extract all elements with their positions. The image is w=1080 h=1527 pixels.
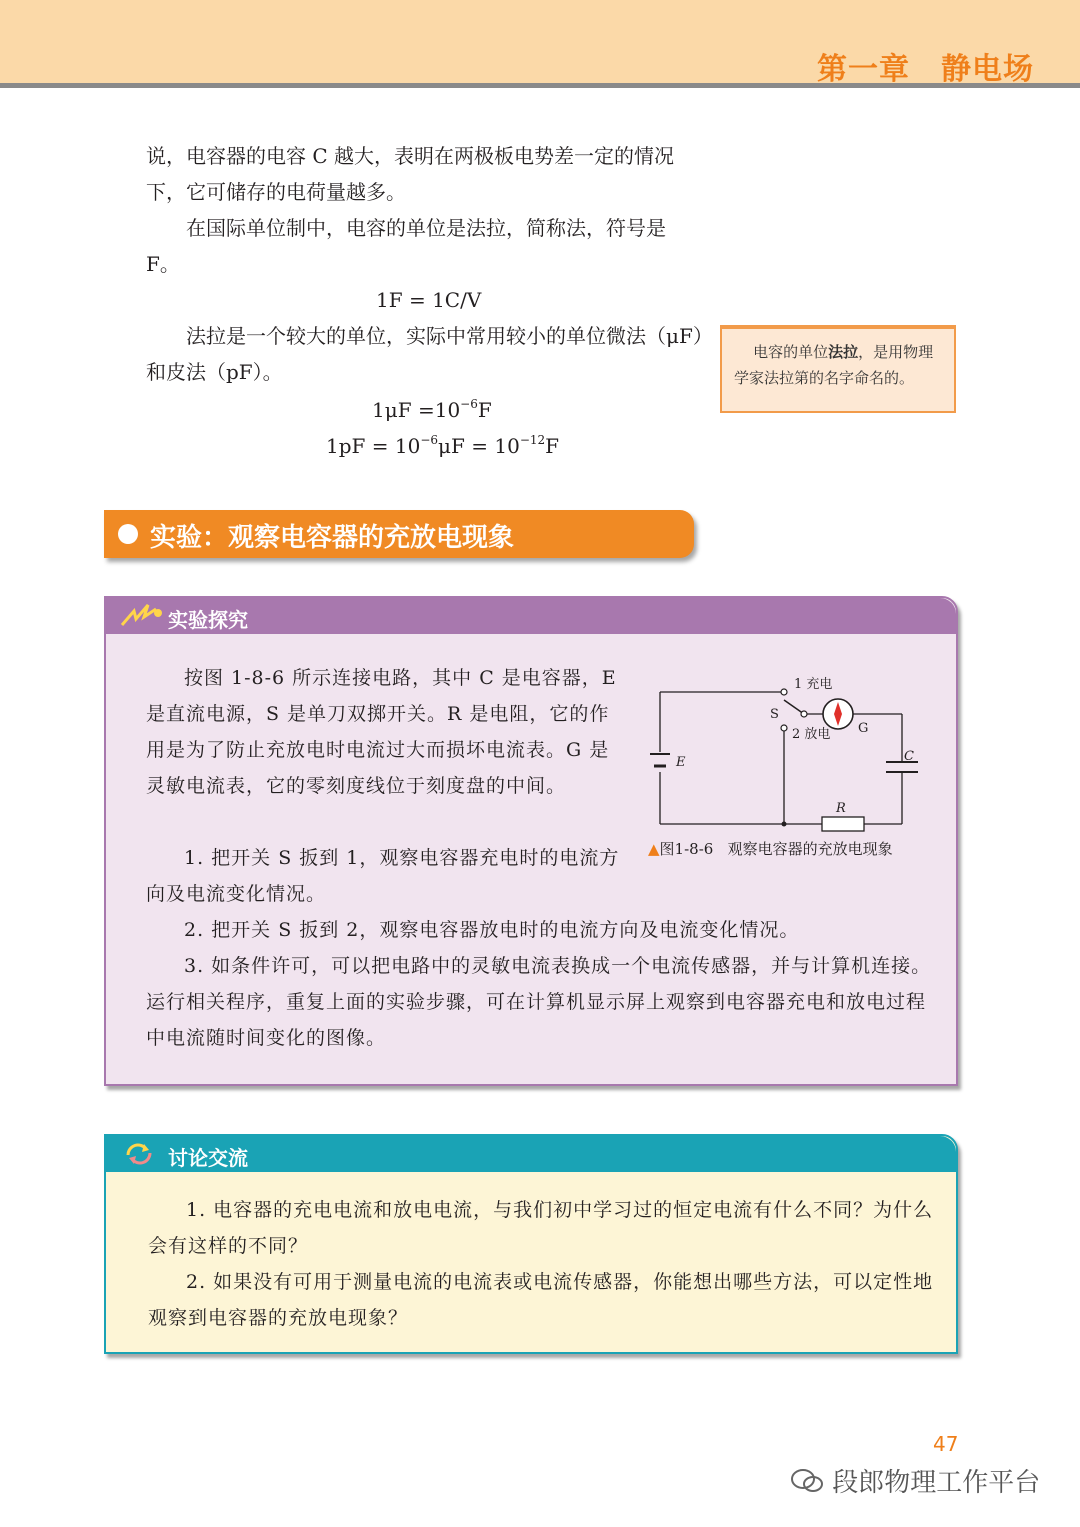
circuit-diagram — [650, 674, 930, 834]
discussion-box — [104, 1134, 958, 1354]
equation-microfarad — [372, 398, 492, 422]
terminal-1 — [781, 689, 787, 695]
discussion-header — [106, 1136, 956, 1172]
experiment-heading: 实验探究 — [168, 608, 248, 632]
switch-blade — [784, 700, 804, 714]
eq2-exponent: −6 — [460, 397, 478, 411]
eq2-base: 1μF =10 — [372, 398, 461, 422]
switch-pivot — [801, 711, 807, 717]
eq2-unit: F — [477, 398, 492, 422]
side-note-bold: 法拉 — [828, 343, 859, 361]
caption-number: 图1-8-6 — [659, 840, 714, 858]
equation-picofarad — [326, 434, 559, 458]
caption-text: 观察电容器的充放电现象 — [727, 840, 893, 858]
label-discharge: 2 放电 — [792, 727, 831, 742]
body-paragraph-2: 在国际单位制中，电容的单位是法拉，简称法，符号是 F。 — [146, 216, 666, 276]
side-note — [720, 325, 956, 413]
eq3-exponent-2: −12 — [519, 433, 546, 447]
discussion-heading: 讨论交流 — [168, 1146, 248, 1170]
wechat-icon — [790, 1467, 824, 1495]
experiment-step-1: 1. 把开关 S 扳到 1，观察电容器充电时的电流方向及电流变化情况。 — [146, 847, 620, 905]
page-header — [0, 0, 1080, 88]
discussion-question-2: 2. 如果没有可用于测量电流的电流表或电流传感器，你能想出哪些方法，可以定性地观察到电容器的充放电现象？ — [148, 1271, 934, 1329]
eq3-exponent-1: −6 — [420, 433, 439, 447]
experiment-header — [106, 598, 956, 634]
section-title: 实验：观察电容器的充放电现象 — [150, 523, 515, 553]
body-paragraph-1: 说，电容器的电容 C 越大，表明在两极板电势差一定的情况下，它可储存的电荷量越多。 — [146, 144, 675, 204]
section-banner — [104, 510, 694, 558]
label-resistor: R — [836, 801, 846, 816]
label-switch: S — [770, 707, 779, 722]
label-charge: 1 充电 — [794, 677, 833, 692]
lightning-icon — [120, 601, 164, 631]
chapter-title: 第一章 静电场 — [817, 52, 1034, 87]
side-note-prefix: 电容的单位 — [753, 343, 829, 361]
junction-dot — [782, 822, 787, 827]
bullet-dot-icon — [118, 524, 138, 544]
label-capacitor: C — [904, 749, 914, 764]
eq3-mid: μF = 10 — [438, 434, 520, 458]
side-note-suffix: ，是用物理学家法拉第的名字命名的。 — [734, 343, 934, 387]
equation-farad: 1F = 1C/V — [376, 288, 482, 312]
eq3-base: 1pF = 10 — [326, 434, 421, 458]
experiment-step-2: 2. 把开关 S 扳到 2，观察电容器放电时的电流方向及电流变化情况。 — [184, 919, 800, 941]
discussion-question-1: 1. 电容器的充电电流和放电电流，与我们初中学习过的恒定电流有什么不同？为什么会有这样的不同？ — [148, 1199, 934, 1257]
caption-triangle-icon: ▲ — [648, 840, 660, 858]
body-paragraph-3: 法拉是一个较大的单位，实际中常用较小的单位微法（μF）和皮法（pF）。 — [146, 324, 703, 384]
watermark — [790, 1462, 1040, 1499]
terminal-2 — [781, 725, 787, 731]
experiment-intro: 按图 1-8-6 所示连接电路，其中 C 是电容器，E 是直流电源，S 是单刀双掷开关。R 是电阻，它的作用是为了防止充放电时电流过大而损坏电流表。G 是灵敏电流表，它的零刻度线位于刻度盘的中间。 — [146, 667, 617, 797]
eq3-unit: F — [545, 434, 560, 458]
experiment-step-3: 3. 如条件许可，可以把电路中的灵敏电流表换成一个电流传感器，并与计算机连接。运行相关程序，重复上面的实验步骤，可在计算机显示屏上观察到电容器充电和放电过程中电流随时间变化的图像。 — [146, 955, 932, 1049]
label-galvanometer: G — [858, 721, 869, 736]
watermark-text: 段郎物理工作平台 — [832, 1468, 1041, 1498]
figure-caption — [648, 838, 893, 859]
exchange-arrows-icon — [124, 1141, 154, 1167]
resistor — [822, 817, 864, 831]
page-number: 47 — [933, 1432, 959, 1456]
label-battery: E — [676, 755, 686, 770]
